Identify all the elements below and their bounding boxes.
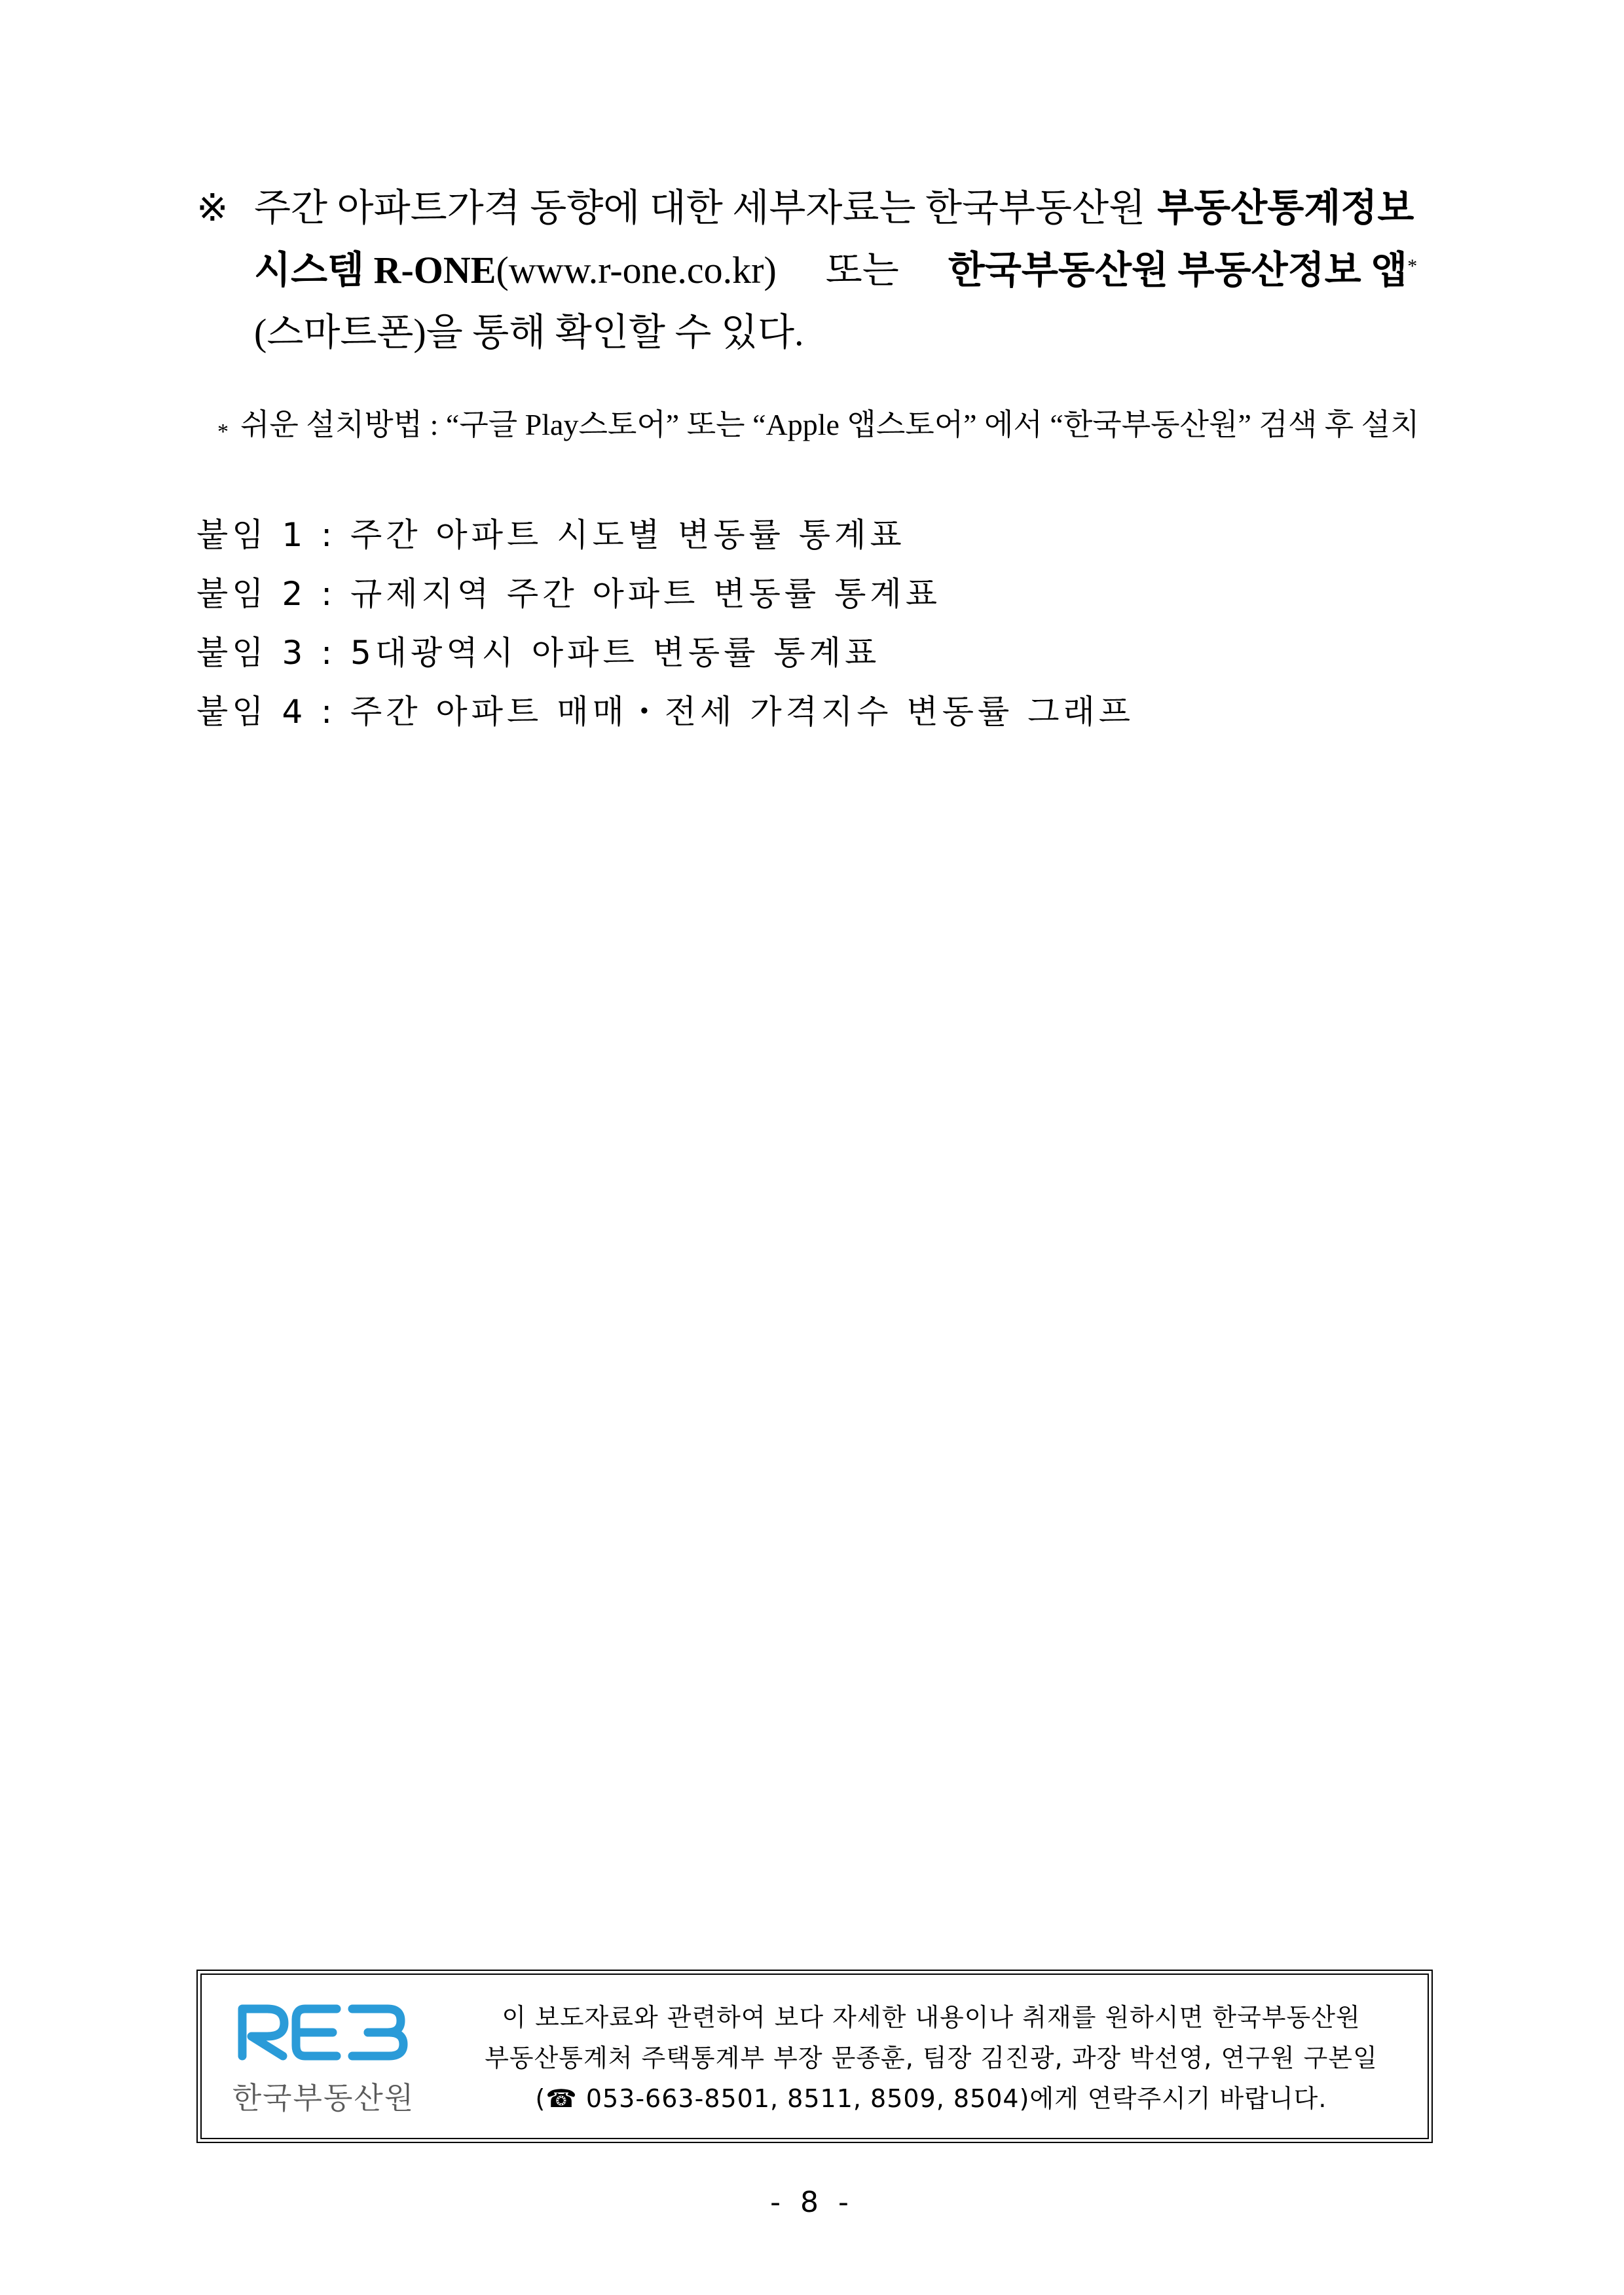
contact-text — [447, 1997, 1416, 2119]
reference-mark: ※ — [196, 187, 229, 229]
install-footnote — [217, 401, 1420, 444]
reb-logo — [225, 2002, 422, 2120]
conjunction-text: 또는 — [825, 249, 899, 291]
phone-open-paren: ( — [535, 2084, 546, 2113]
rone-system-name: 시스템 R-ONE — [254, 249, 496, 291]
logo-text: 한국부동산원 — [232, 2080, 415, 2116]
attachment-item: 붙임 1 : 주간 아파트 시도별 변동률 통계표 — [196, 516, 906, 554]
stats-notice — [196, 177, 1454, 363]
notice-line-1 — [196, 177, 1454, 239]
notice-line-2 — [196, 239, 1454, 301]
footnote-text: 쉬운 설치방법 : “구글 Play스토어” 또는 “Apple 앱스토어” 에서 “한국부동산원” 검색 후 설치 — [240, 408, 1420, 441]
reb-logo-mark-icon — [237, 2002, 410, 2061]
phone-numbers: 053-663-8501, 8511, 8509, 8504)에게 연락주시기 바랍니다. — [585, 2084, 1327, 2113]
contact-line: 부동산통계처 주택통계부 부장 문종훈, 팀장 김진광, 과장 박선영, 연구원 구본일 — [485, 2044, 1378, 2072]
footnote-star: * — [217, 420, 229, 444]
contact-phone-line — [447, 2078, 1416, 2119]
notice-text: 주간 아파트가격 동향에 대한 세부자료는 한국부동산원 — [254, 187, 1146, 229]
contact-line: 이 보도자료와 관련하여 보다 자세한 내용이나 취재를 원하시면 한국부동산원 — [502, 2003, 1361, 2032]
notice-text-end: (스마트폰)을 통해 확인할 수 있다. — [254, 311, 804, 354]
notice-line-3 — [196, 301, 1454, 363]
attachment-item: 붙임 2 : 규제지역 주간 아파트 변동률 통계표 — [196, 575, 942, 613]
press-contact-box — [196, 1970, 1433, 2143]
app-footnote-marker: * — [1407, 255, 1418, 277]
attachment-list — [196, 505, 1134, 741]
page-number: - 8 - — [770, 2186, 854, 2219]
app-name: 한국부동산원 부동산정보 앱 — [948, 249, 1408, 291]
rone-url-link[interactable]: (www.r-one.co.kr) — [496, 249, 777, 291]
attachment-item: 붙임 4 : 주간 아파트 매매・전세 가격지수 변동률 그래프 — [196, 693, 1135, 731]
attachment-item: 붙임 3 : 5대광역시 아파트 변동률 통계표 — [196, 634, 881, 672]
telephone-icon: ☎ — [545, 2084, 578, 2113]
stats-system-name: 부동산통계정보 — [1157, 187, 1414, 229]
